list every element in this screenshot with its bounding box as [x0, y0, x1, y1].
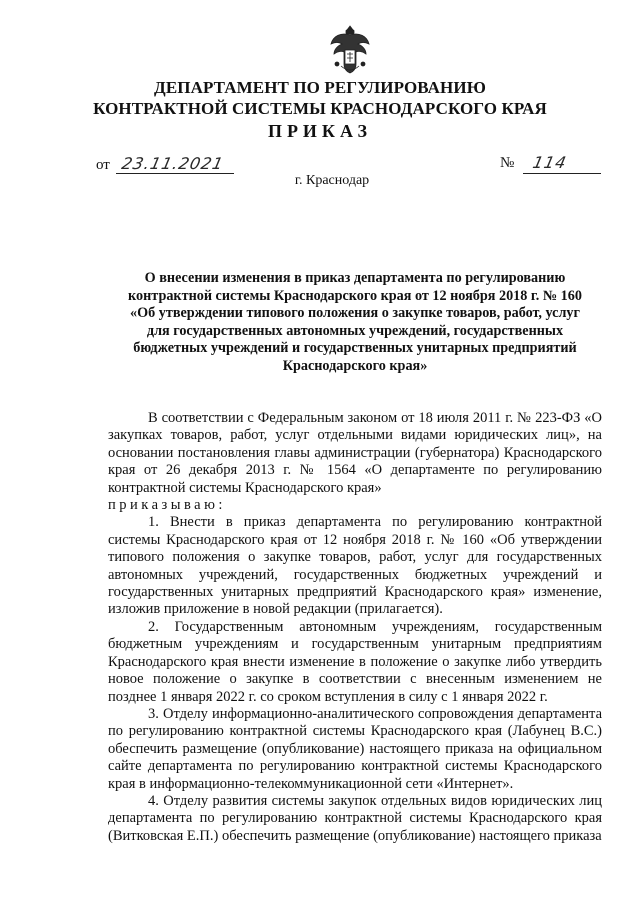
subject-line: бюджетных учреждений и государственных унитарных предприятий: [133, 340, 577, 357]
subject-line: контрактной системы Краснодарского края от 12 ноября 2018 г. № 160: [128, 287, 582, 304]
department-line-2: КОНТРАКТНОЙ СИСТЕМЫ КРАСНОДАРСКОГО КРАЯ: [93, 99, 547, 118]
date-label: от: [96, 157, 110, 173]
item-4-paragraph: 4. Отделу развития системы закупок отдельных видов юридических лиц департамента по регулированию контрактной системы Краснодарского края (Витковская Е.П.) обеспечить размещение (опубликование) настоящего приказа: [108, 792, 602, 844]
order-body: [108, 410, 602, 845]
number-value: 114: [530, 153, 569, 172]
coat-of-arms-icon: [329, 24, 371, 76]
item-2-paragraph: 2. Государственным автономным учреждениям, государственным бюджетным учреждениям и государственным унитарным предприятиям Краснодарского края внести изменение в положение о закупке либо утвердить новое положение о закупке в соответствии с внесенным изменением не позднее 1 января 2022 г. со сроком вступления в силу с 1 января 2022 г.: [108, 618, 602, 705]
subject-line: для государственных автономных учреждений, государственных: [146, 322, 564, 339]
item-1-paragraph: 1. Внести в приказ департамента по регулированию контрактной системы Краснодарского края от 12 ноября 2018 г. № 160 «Об утверждении типового положения о закупке товаров, работ, услуг для государственных автономных учреждений, государственных бюджетных учреждений и государственных унитарных предприятий Краснодарского края» изменение, изложив приложение в новой редакции (прилагается).: [108, 514, 602, 618]
order-word: приказываю:: [108, 497, 226, 514]
department-line-1: ДЕПАРТАМЕНТ ПО РЕГУЛИРОВАНИЮ: [154, 78, 486, 97]
subject-line: «Об утверждении типового положения о закупке товаров, работ, услуг: [130, 305, 580, 322]
order-title: ПРИКАЗ: [267, 121, 373, 141]
city: г. Краснодар: [294, 173, 370, 188]
number-label: №: [500, 155, 515, 171]
item-3-paragraph: 3. Отделу информационно-аналитического сопровождения департамента по регулированию контрактной системы Краснодарского края (Лабунец В.С.) обеспечить размещение (опубликование) настоящего приказа на официальном сайте департамента по регулированию контрактной системы Краснодарского края в информационно-телекоммуникационной сети «Интернет».: [108, 705, 602, 792]
subject-line: О внесении изменения в приказ департамента по регулированию: [144, 270, 566, 286]
department-name: [0, 77, 640, 119]
date-value: 23.11.2021: [119, 154, 226, 173]
subject-line: Краснодарского края»: [282, 357, 428, 374]
preamble-paragraph: В соответствии с Федеральным законом от 18 июля 2011 г. № 223-ФЗ «О закупках товаров, работ, услуг отдельными видами юридических лиц», на основании постановления главы администрации (губернатора) Краснодарского края от 26 декабря 2013 г. № 1564 «О департаменте по регулированию контрактной системы Краснодарского края»: [108, 410, 602, 496]
order-subject: [108, 270, 602, 376]
